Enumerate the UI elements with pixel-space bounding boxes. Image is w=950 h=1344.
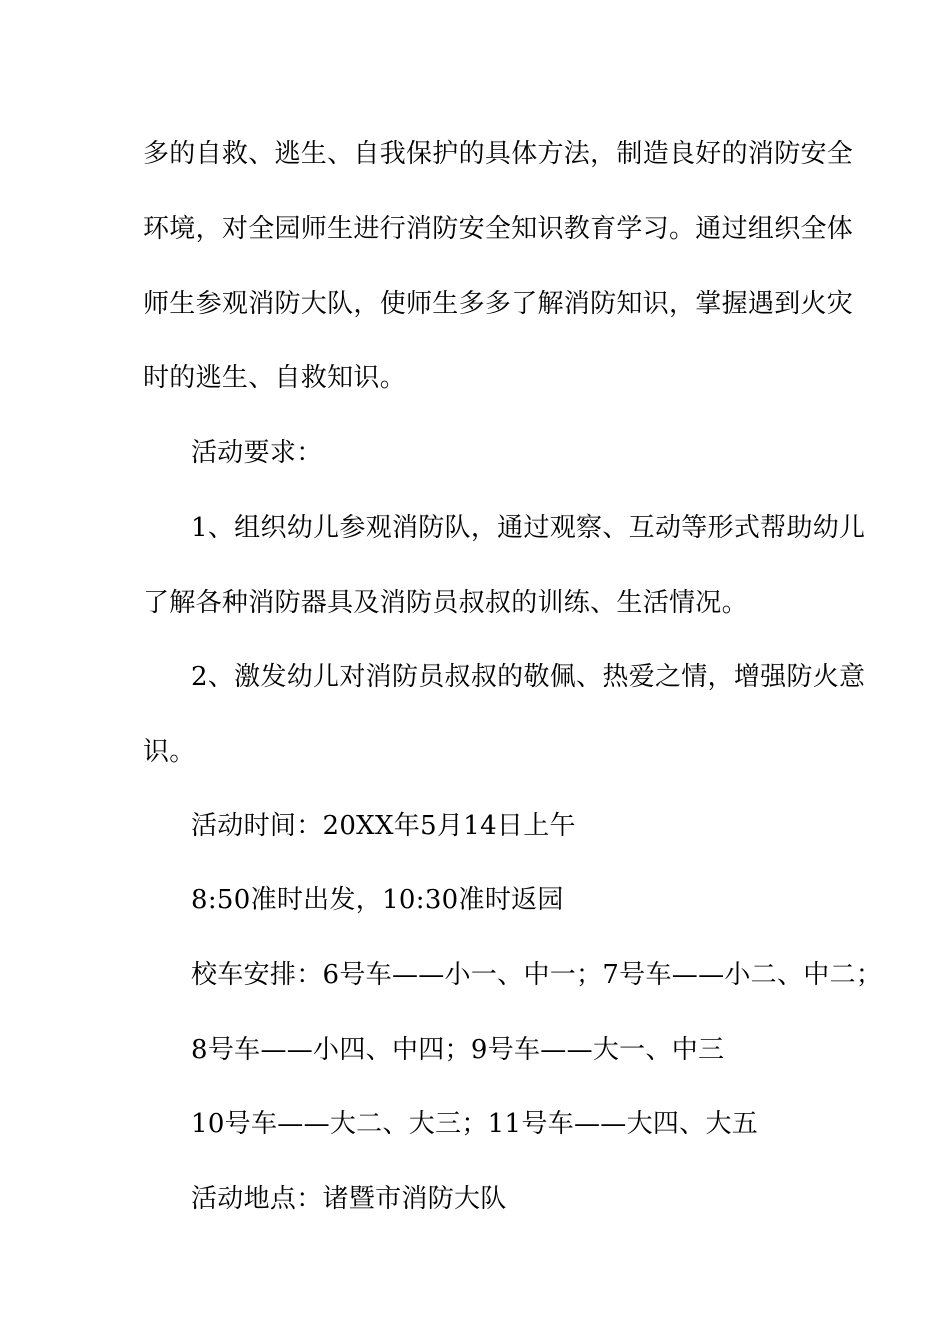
paragraph-line: 时的逃生、自救知识。 — [143, 363, 407, 393]
section-heading: 活动要求： — [191, 438, 323, 468]
list-item-continuation: 了解各种消防器具及消防员叔叔的训练、生活情况。 — [143, 588, 748, 618]
paragraph-line: 师生参观消防大队，使师生多多了解消防知识，掌握遇到火灾 — [143, 289, 854, 319]
bus-arrangement: 校车安排：6号车——小一、中一；7号车——小二、中二； — [191, 960, 883, 990]
bus-arrangement: 10号车——大二、大三；11号车——大四、大五 — [191, 1109, 759, 1139]
paragraph-line: 环境，对全园师生进行消防安全知识教育学习。通过组织全体 — [143, 214, 854, 244]
list-item-continuation: 识。 — [143, 737, 196, 767]
activity-time: 活动时间：20XX年5月14日上午 — [191, 811, 576, 841]
departure-return-time: 8:50准时出发，10:30准时返园 — [191, 885, 564, 915]
activity-location: 活动地点：诸暨市消防大队 — [191, 1184, 507, 1214]
list-item: 1、组织幼儿参观消防队，通过观察、互动等形式帮助幼儿 — [191, 513, 866, 543]
bus-arrangement: 8号车——小四、中四；9号车——大一、中三 — [191, 1035, 725, 1065]
list-item: 2、激发幼儿对消防员叔叔的敬佩、热爱之情，增强防火意 — [191, 662, 866, 692]
paragraph-line: 多的自救、逃生、自我保护的具体方法，制造良好的消防安全 — [143, 139, 854, 169]
